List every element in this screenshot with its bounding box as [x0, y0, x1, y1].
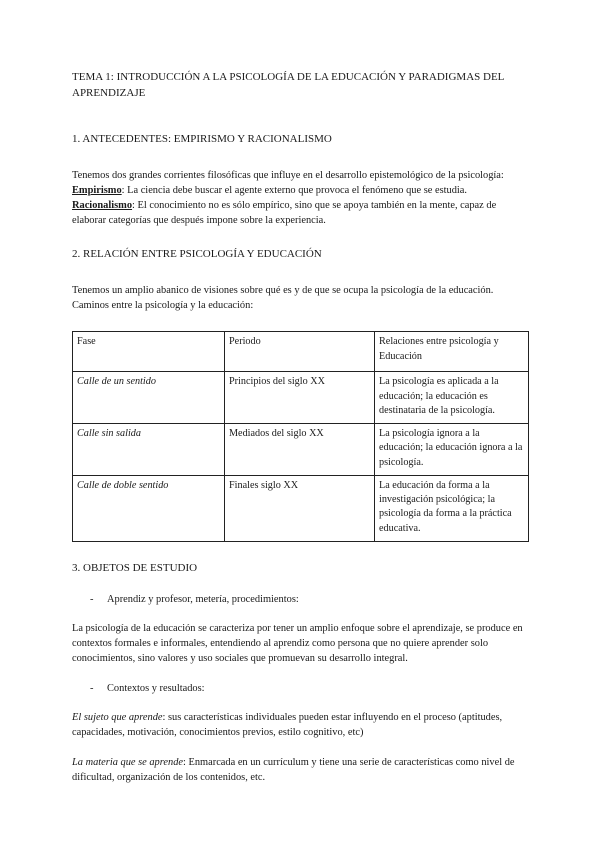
table-header-cell: Relaciones entre psicología y Educación — [375, 332, 529, 372]
section-3-heading: 3. OBJETOS DE ESTUDIO — [72, 562, 198, 575]
table-header-cell: Periodo — [225, 332, 375, 372]
section-2-intro-line2: Caminos entre la psicología y la educación: — [72, 300, 254, 312]
section-1-intro: Tenemos dos grandes corrientes filosóficas que influye en el desarrollo epistemológico de la psicología: — [72, 169, 504, 181]
bullet-item-contextos — [72, 681, 532, 696]
materia-term: La materia que se aprende — [72, 756, 184, 768]
bullet-text: Aprendiz y profesor, metería, procedimientos: — [107, 593, 299, 605]
bullet-text: Contextos y resultados: — [107, 683, 205, 695]
table-cell-periodo: Finales siglo XX — [225, 475, 375, 541]
document-page — [72, 70, 532, 785]
table-cell-periodo: Mediados del siglo XX — [225, 424, 375, 476]
sujeto-text: : sus características individuales pueden estar influyendo en el proceso (aptitudes, capacidades, motivación, conocimientos previos, estilo cognitivo, etc) — [72, 712, 503, 739]
relations-table — [72, 331, 529, 542]
bullet-dash: - — [90, 593, 94, 605]
section-3-paragraph: La psicología de la educación se caracteriza por tener un amplio enfoque sobre el aprendizaje, se produce en contextos formales e informales, entendiendo al aprendiz como persona que no quiere aprender solo conocimientos, sino valores y uso sociales que promuevan su desarrollo integral. — [72, 623, 523, 665]
section-1-heading: 1. ANTECEDENTES: EMPIRISMO Y RACIONALISMO — [72, 132, 332, 145]
table-header-row — [73, 332, 529, 372]
sujeto-term: El sujeto que aprende — [72, 712, 163, 724]
table-row — [73, 475, 529, 541]
table-cell-fase: Calle de doble sentido — [73, 475, 225, 541]
bullet-item-aprendiz — [72, 592, 532, 607]
empirismo-text: : La ciencia debe buscar el agente externo que provoca el fenómeno que se estudia. — [121, 184, 467, 196]
table-header-cell: Fase — [73, 332, 225, 372]
section-2-intro-line1: Tenemos un amplio abanico de visiones sobre qué es y de que se ocupa la psicología de la educación. — [72, 285, 494, 297]
table-cell-fase: Calle de un sentido — [73, 372, 225, 424]
bullet-dash: - — [90, 683, 94, 695]
racionalismo-definition — [72, 198, 532, 228]
empirismo-definition — [72, 183, 532, 198]
sujeto-paragraph — [72, 710, 532, 740]
table-cell-relaciones: La psicología es aplicada a la educación; la educación es destinataria de la psicología. — [375, 372, 529, 424]
table-cell-relaciones: La psicología ignora a la educación; la educación ignora a la psicología. — [375, 424, 529, 476]
materia-text: : Enmarcada en un currículum y tiene una serie de características como nivel de dificultad, organización de los contenidos, etc. — [72, 756, 515, 783]
table-cell-fase: Calle sin salida — [73, 424, 225, 476]
section-2-heading: 2. RELACIÓN ENTRE PSICOLOGÍA Y EDUCACIÓN — [72, 248, 322, 261]
racionalismo-text: : El conocimiento no es sólo empírico, sino que se apoya también en la mente, capaz de elaborar categorías que después impone sobre la experiencia. — [72, 199, 497, 227]
table-row — [73, 372, 529, 424]
racionalismo-term: Racionalismo — [72, 199, 133, 211]
table-cell-periodo: Principios del siglo XX — [225, 372, 375, 424]
empirismo-term: Empirismo — [72, 184, 122, 196]
table-row — [73, 424, 529, 476]
document-title: TEMA 1: INTRODUCCIÓN A LA PSICOLOGÍA DE LA EDUCACIÓN Y PARADIGMAS DEL APRENDIZAJE — [72, 71, 504, 99]
table-cell-relaciones: La educación da forma a la investigación psicológica; la psicología da forma a la práctica educativa. — [375, 475, 529, 541]
materia-paragraph — [72, 755, 532, 785]
